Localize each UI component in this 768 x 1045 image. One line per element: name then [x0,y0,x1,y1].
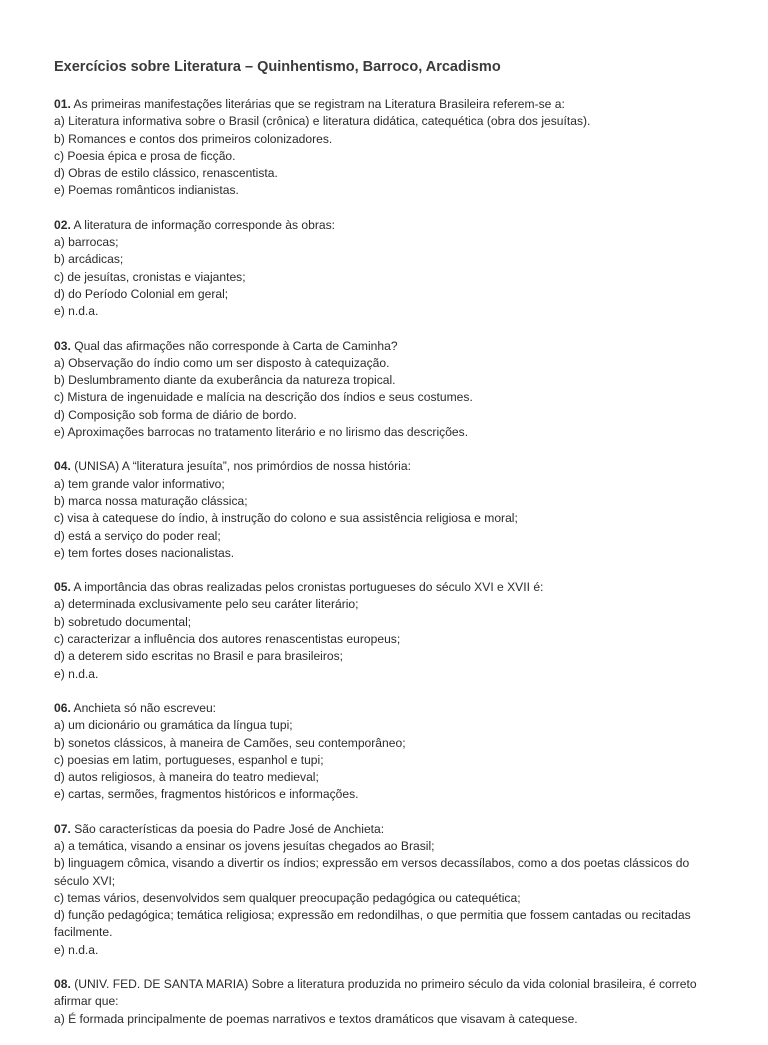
question-text: A importância das obras realizadas pelos cronistas portugueses do século XVI e XVII é: [73,580,544,595]
question-4 [54,458,718,562]
question-stem [54,976,718,1011]
question-text: (UNIV. FED. DE SANTA MARIA) Sobre a literatura produzida no primeiro século da vida colonial brasileira, é correto afirmar que: [54,977,697,1009]
question-text: A literatura de informação corresponde às obras: [73,217,336,232]
question-stem [54,217,718,234]
answer-option: c) poesias em latim, portugueses, espanhol e tupi; [54,752,324,767]
answer-option: e) cartas, sermões, fragmentos históricos e informações. [54,787,359,802]
answer-option: d) função pedagógica; temática religiosa; expressão em redondilhas, o que permitia que fossem cantadas ou recitadas facilmente. [54,908,691,940]
question-number: 05. [54,580,71,595]
question-stem [54,338,718,355]
answer-option: e) tem fortes doses nacionalistas. [54,545,235,560]
answer-option: a) tem grande valor informativo; [54,476,225,491]
question-number: 01. [54,97,71,111]
question-text: Anchieta só não escreveu: [73,700,217,715]
answer-option: c) caracterizar a influência dos autores renascentistas europeus; [54,632,401,647]
question-number: 07. [54,821,71,836]
question-3 [54,338,718,442]
question-number: 08. [54,977,71,992]
answer-option: e) Aproximações barrocas no tratamento literário e no lirismo das descrições. [54,425,469,440]
answer-option: d) Composição sob forma de diário de bordo. [54,407,297,422]
answer-option: e) n.d.a. [54,942,99,957]
answer-option: d) Obras de estilo clássico, renascentista. [54,166,278,181]
question-list [54,96,718,1028]
answer-option: c) visa à catequese do índio, à instrução do colono e sua assistência religiosa e moral; [54,511,518,526]
question-6 [54,700,718,804]
question-number: 06. [54,700,71,715]
answer-option: b) sobretudo documental; [54,614,192,629]
question-text: (UNISA) A “literatura jesuíta”, nos primórdios de nossa história: [74,459,411,474]
question-stem [54,821,718,838]
question-text: São características da poesia do Padre José de Anchieta: [74,821,385,836]
answer-option: c) Poesia épica e prosa de ficção. [54,148,236,163]
answer-option: c) Mistura de ingenuidade e malícia na descrição dos índios e seus costumes. [54,390,473,405]
answer-option: d) autos religiosos, à maneira do teatro medieval; [54,770,319,785]
question-1 [54,96,718,200]
question-stem [54,96,718,113]
answer-option: a) Observação do índio como um ser disposto à catequização. [54,355,390,370]
answer-option: b) Deslumbramento diante da exuberância da natureza tropical. [54,373,396,388]
question-stem [54,579,718,596]
answer-option: a) É formada principalmente de poemas narrativos e textos dramáticos que visavam à catequese. [54,1011,578,1026]
answer-option: b) Romances e contos dos primeiros colonizadores. [54,131,333,146]
question-number: 02. [54,217,71,232]
page-title: Exercícios sobre Literatura – Quinhentismo, Barroco, Arcadismo [54,59,501,75]
answer-option: a) um dicionário ou gramática da língua tupi; [54,718,293,733]
question-text: As primeiras manifestações literárias que se registram na Literatura Brasileira referem-se a: [73,97,565,111]
question-text: Qual das afirmações não corresponde à Carta de Caminha? [74,338,398,353]
answer-option: d) está a serviço do poder real; [54,528,221,543]
question-8 [54,976,718,1028]
answer-option: d) do Período Colonial em geral; [54,286,229,301]
question-stem [54,458,718,475]
answer-option: a) determinada exclusivamente pelo seu caráter literário; [54,597,359,612]
question-2 [54,217,718,321]
document-page [54,58,718,1045]
answer-option: e) Poemas românticos indianistas. [54,183,239,198]
question-5 [54,579,718,683]
answer-option: b) arcádicas; [54,252,124,267]
question-stem [54,700,718,717]
answer-option: e) n.d.a. [54,304,99,319]
answer-option: d) a deterem sido escritas no Brasil e para brasileiros; [54,649,344,664]
answer-option: a) Literatura informativa sobre o Brasil (crônica) e literatura didática, catequética (obra dos jesuítas). [54,114,591,129]
answer-option: a) barrocas; [54,235,119,250]
answer-option: b) marca nossa maturação clássica; [54,493,248,508]
question-7 [54,821,718,959]
answer-option: b) linguagem cômica, visando a divertir os índios; expressão em versos decassílabos, como a dos poetas clássicos do século XVI; [54,856,690,888]
answer-option: c) temas vários, desenvolvidos sem qualquer preocupação pedagógica ou catequética; [54,890,521,905]
answer-option: b) sonetos clássicos, à maneira de Camões, seu contemporâneo; [54,735,406,750]
answer-option: c) de jesuítas, cronistas e viajantes; [54,269,246,284]
question-number: 04. [54,459,71,474]
answer-option: a) a temática, visando a ensinar os jovens jesuítas chegados ao Brasil; [54,838,435,853]
question-number: 03. [54,338,71,353]
answer-option: e) n.d.a. [54,666,99,681]
